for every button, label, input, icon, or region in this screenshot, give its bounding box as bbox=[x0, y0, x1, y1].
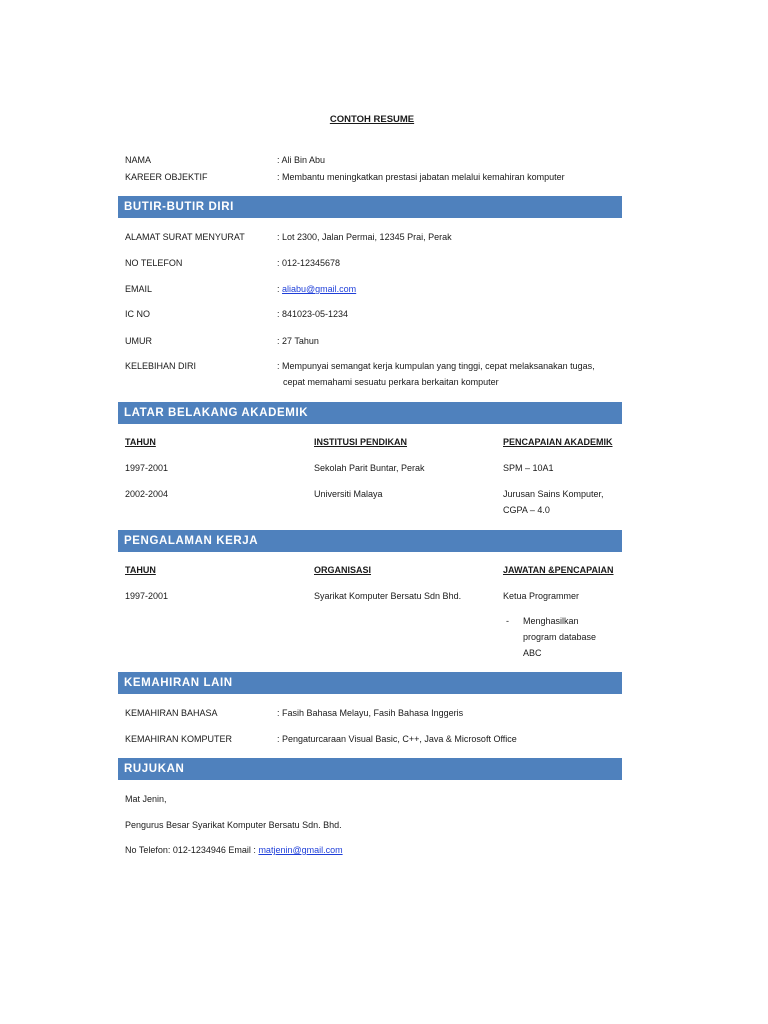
reference-contact-prefix: No Telefon: 012-1234946 Email : bbox=[125, 845, 259, 855]
reference-name: Mat Jenin, bbox=[125, 794, 167, 804]
email-prefix: : bbox=[277, 284, 283, 294]
age-value: : 27 Tahun bbox=[277, 336, 319, 346]
address-value: : Lot 2300, Jalan Permai, 12345 Prai, Perak bbox=[277, 232, 452, 242]
section-skills: KEMAHIRAN LAIN bbox=[118, 672, 622, 694]
age-label: UMUR bbox=[125, 336, 152, 346]
work-header-year: TAHUN bbox=[125, 565, 156, 575]
section-personal: BUTIR-BUTIR DIRI bbox=[118, 196, 622, 218]
email-label: EMAIL bbox=[125, 284, 153, 294]
work-year: 1997-2001 bbox=[125, 591, 169, 601]
address-label: ALAMAT SURAT MENYURAT bbox=[125, 232, 245, 242]
strengths-line2: cepat memahami sesuatu perkara berkaitan komputer bbox=[283, 377, 499, 387]
work-header-organization: ORGANISASI bbox=[314, 565, 372, 575]
computer-skill-value: : Pengaturcaraan Visual Basic, C++, Java & Microsoft Office bbox=[277, 734, 517, 744]
reference-position: Pengurus Besar Syarikat Komputer Bersatu Sdn. Bhd. bbox=[125, 820, 342, 830]
academic-row1-achievement: SPM – 10A1 bbox=[503, 463, 554, 473]
work-bullet: - bbox=[506, 616, 509, 626]
work-achievement-line3: ABC bbox=[523, 648, 542, 658]
work-position: Ketua Programmer bbox=[503, 591, 580, 601]
academic-row1-year: 1997-2001 bbox=[125, 463, 169, 473]
email-link[interactable]: aliabu@gmail.com bbox=[282, 284, 357, 294]
academic-row2-achievement: Jurusan Sains Komputer, bbox=[503, 489, 604, 499]
academic-header-year: TAHUN bbox=[125, 437, 156, 447]
section-reference: RUJUKAN bbox=[118, 758, 622, 780]
phone-value: : 012-12345678 bbox=[277, 258, 341, 268]
computer-skill-label: KEMAHIRAN KOMPUTER bbox=[125, 734, 233, 744]
name-label: NAMA bbox=[125, 155, 152, 165]
page-title: CONTOH RESUME bbox=[329, 114, 415, 125]
academic-row2-cgpa: CGPA – 4.0 bbox=[503, 505, 550, 515]
strengths-line1: : Mempunyai semangat kerja kumpulan yang tinggi, cepat melaksanakan tugas, bbox=[277, 361, 595, 371]
strengths-label: KELEBIHAN DIRI bbox=[125, 361, 197, 371]
section-academic: LATAR BELAKANG AKADEMIK bbox=[118, 402, 622, 424]
academic-row2-institution: Universiti Malaya bbox=[314, 489, 383, 499]
ic-label: IC NO bbox=[125, 309, 151, 319]
work-achievement-line2: program database bbox=[523, 632, 597, 642]
objective-value: : Membantu meningkatkan prestasi jabatan melalui kemahiran komputer bbox=[277, 172, 565, 182]
work-header-position: JAWATAN &PENCAPAIAN bbox=[503, 565, 614, 575]
objective-label: KAREER OBJEKTIF bbox=[125, 172, 208, 182]
academic-row1-institution: Sekolah Parit Buntar, Perak bbox=[314, 463, 425, 473]
language-skill-value: : Fasih Bahasa Melayu, Fasih Bahasa Inggeris bbox=[277, 708, 464, 718]
academic-header-achievement: PENCAPAIAN AKADEMIK bbox=[503, 437, 613, 447]
work-achievement-line1: Menghasilkan bbox=[523, 616, 579, 626]
language-skill-label: KEMAHIRAN BAHASA bbox=[125, 708, 218, 718]
name-value: : Ali Bin Abu bbox=[277, 155, 326, 165]
email-value bbox=[277, 284, 356, 294]
work-organization: Syarikat Komputer Bersatu Sdn Bhd. bbox=[314, 591, 462, 601]
ic-value: : 841023-05-1234 bbox=[277, 309, 349, 319]
academic-header-institution: INSTITUSI PENDIKAN bbox=[314, 437, 408, 447]
phone-label: NO TELEFON bbox=[125, 258, 183, 268]
reference-contact bbox=[125, 845, 343, 855]
section-work: PENGALAMAN KERJA bbox=[118, 530, 622, 552]
reference-email-link[interactable]: matjenin@gmail.com bbox=[258, 845, 343, 855]
academic-row2-year: 2002-2004 bbox=[125, 489, 169, 499]
